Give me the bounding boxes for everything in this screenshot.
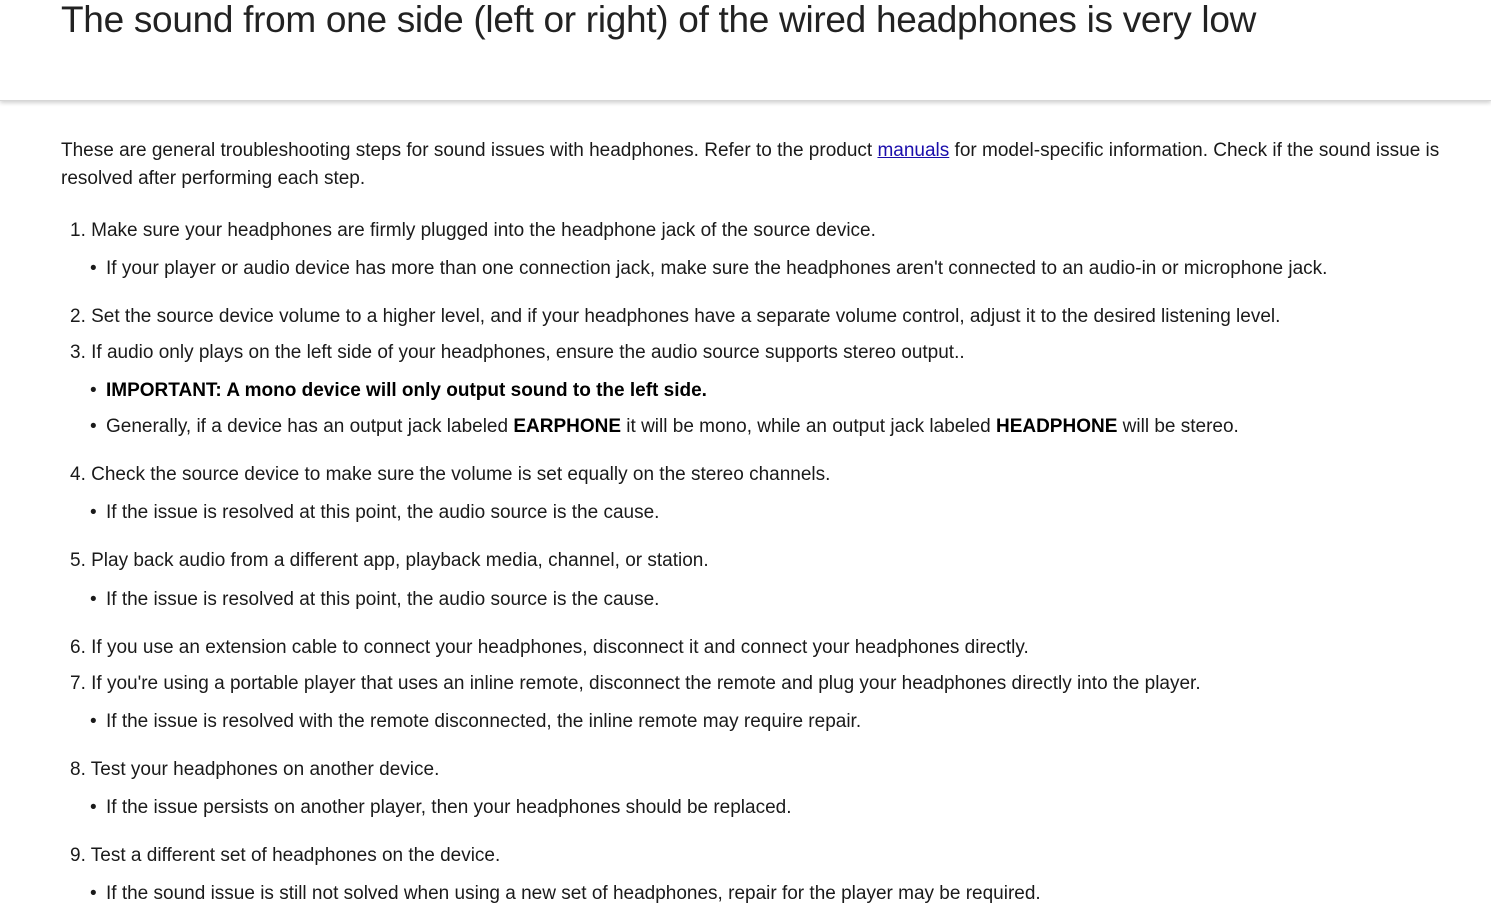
bullet-text: will be stereo. — [1117, 416, 1239, 437]
important-note: IMPORTANT: A mono device will only output sound to the left side. — [106, 380, 707, 401]
step-4: 4. Check the source device to make sure the volume is set equally on the stereo channels. — [70, 464, 831, 485]
bullet-text: Generally, if a device has an output jack labeled — [106, 416, 514, 437]
step-8: 8. Test your headphones on another device. — [70, 759, 440, 780]
intro-text-after: for model-specific information. Check if the sound issue is resolved after performing each step. — [61, 140, 1440, 189]
step-5-bullet: • If the issue is resolved at this point, the audio source is the cause. — [106, 586, 659, 614]
step-3-bullet-2 — [106, 413, 1239, 441]
step-3: 3. If audio only plays on the left side of your headphones, ensure the audio source supports stereo output.. — [70, 342, 965, 363]
article-body — [61, 137, 1486, 904]
earphone-label: EARPHONE — [513, 416, 622, 437]
step-7: 7. If you're using a portable player that uses an inline remote, disconnect the remote and plug your headphones directly into the player. — [70, 673, 1201, 694]
step-6: 6. If you use an extension cable to connect your headphones, disconnect it and connect your headphones directly. — [70, 637, 1029, 658]
step-4-bullet: • If the issue is resolved at this point, the audio source is the cause. — [106, 499, 659, 527]
step-5: 5. Play back audio from a different app, playback media, channel, or station. — [70, 550, 709, 571]
intro-text-before: These are general troubleshooting steps for sound issues with headphones. Refer to the product — [61, 140, 878, 161]
step-3-important-bullet — [106, 377, 707, 405]
headphone-label: HEADPHONE — [995, 416, 1118, 437]
step-9-bullet: • If the sound issue is still not solved when using a new set of headphones, repair for the player may be required. — [106, 880, 1041, 908]
intro-paragraph — [61, 137, 1486, 193]
bullet-text: it will be mono, while an output jack labeled — [621, 416, 996, 437]
manuals-link[interactable]: manuals — [877, 140, 950, 161]
sticky-header — [0, 0, 1491, 101]
step-2: 2. Set the source device volume to a higher level, and if your headphones have a separate volume control, adjust it to the desired listening level. — [70, 306, 1281, 327]
step-8-bullet: • If the issue persists on another player, then your headphones should be replaced. — [106, 794, 792, 822]
page-title: The sound from one side (left or right) of the wired headphones is very low — [61, 0, 1257, 40]
step-9: 9. Test a different set of headphones on the device. — [70, 845, 501, 866]
step-7-bullet: • If the issue is resolved with the remote disconnected, the inline remote may require repair. — [106, 708, 861, 736]
step-1-bullet: • If your player or audio device has more than one connection jack, make sure the headphones aren't connected to an audio-in or microphone jack. — [106, 255, 1327, 283]
step-1: 1. Make sure your headphones are firmly plugged into the headphone jack of the source device. — [70, 220, 876, 241]
